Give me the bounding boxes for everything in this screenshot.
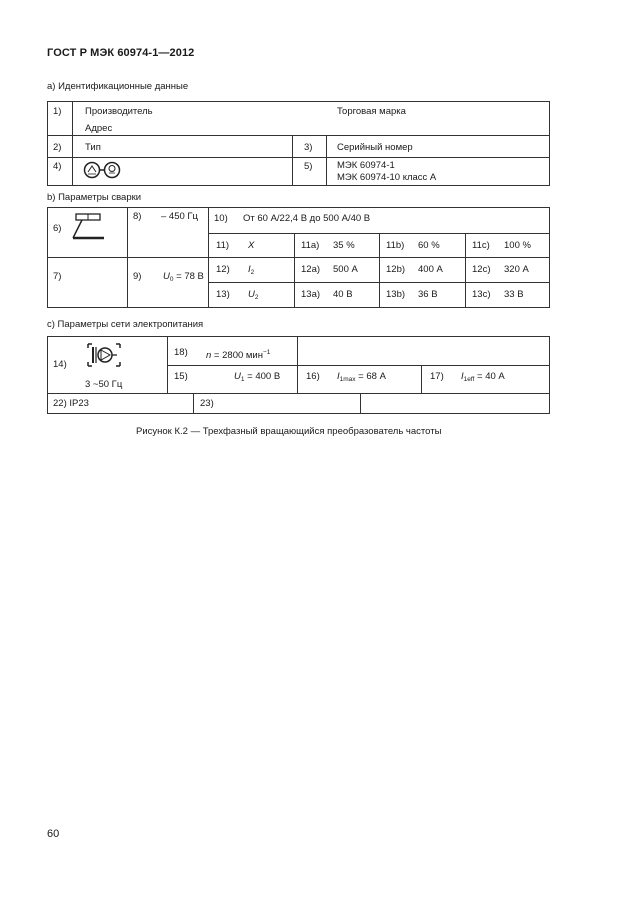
welding-parameters-table [47,207,550,308]
page-number: 60 [47,828,60,840]
voltage-c: 33 В [504,289,524,300]
welding-output-symbol-icon [70,213,106,243]
voltage-symbol: $U_2$ [248,289,259,301]
supply-voltage: $U_1 = 400$ В [234,371,281,383]
current-c: 320 А [504,264,529,275]
figure-caption: Рисунок К.2 — Трехфазный вращающийся преобразователь частоты [136,426,442,437]
manufacturer-label: Производитель [85,106,153,117]
cell-13c-num: 13c) [472,289,491,300]
document-header: ГОСТ Р МЭК 60974-1—2012 [47,47,195,59]
rotating-converter-symbol-icon [86,341,122,369]
cell-23-num: 23) [200,398,214,409]
cell-15-num: 15) [174,371,188,382]
welding-range: От 60 А/22,4 В до 500 А/40 В [243,213,371,224]
identification-table [47,101,550,186]
cell-12c-num: 12c) [472,264,491,275]
cell-10-num: 10) [214,213,228,224]
current-b: 400 А [418,264,443,275]
cell-14-num: 14) [53,359,67,370]
cell-17-num: 17) [430,371,444,382]
supply-frequency: 3 ~50 Гц [85,379,123,390]
cell-18-num: 18) [174,347,188,358]
row-1-num: 1) [53,106,62,117]
cell-8-num: 8) [133,211,142,222]
motor-generator-symbol-icon [82,159,122,181]
row-3-num: 3) [304,142,313,153]
cell-6-num: 6) [53,223,62,234]
cell-16-num: 16) [306,371,320,382]
cell-11b-num: 11b) [386,240,405,251]
duty-cycle-a: 35 % [333,240,355,251]
cell-7-num: 7) [53,271,62,282]
current-a: 500 А [333,264,358,275]
voltage-a: 40 В [333,289,353,300]
cell-11c-num: 11c) [472,240,490,251]
type-label: Тип [85,142,101,153]
duty-cycle-symbol: X [248,240,255,251]
cell-11a-num: 11a) [301,240,320,251]
current-symbol: $I_2$ [248,264,255,276]
row-4-num: 4) [53,161,62,172]
output-frequency: – 450 Гц [161,211,198,222]
cell-13b-num: 13b) [386,289,406,300]
address-label: Адрес [85,123,113,134]
section-c-label: c) Параметры сети электропитания [47,319,204,330]
supply-parameters-table [47,336,550,414]
effective-supply-current: $I_{1eff} = 40$ А [461,371,505,383]
duty-cycle-c: 100 % [504,240,531,251]
duty-cycle-b: 60 % [418,240,440,251]
serial-number-label: Серийный номер [337,142,413,153]
cell-12a-num: 12a) [301,264,321,275]
standard-line-1: МЭК 60974-1 [337,160,395,171]
standard-line-2: МЭК 60974-10 класс А [337,172,437,183]
cell-12-num: 12) [216,264,230,275]
cell-9-num: 9) [133,271,142,282]
max-supply-current: $I_{1max} = 68$ А [337,371,386,383]
section-b-label: b) Параметры сварки [47,192,142,203]
section-a-label: a) Идентификационные данные [47,81,189,92]
cell-11-num: 11) [216,240,230,251]
cell-22-protection: 22) IP23 [53,398,89,409]
cell-13a-num: 13a) [301,289,321,300]
no-load-voltage: $U_0 = 78$ В [163,271,204,283]
voltage-b: 36 В [418,289,438,300]
row-2-num: 2) [53,142,62,153]
rotation-speed: n = 2800 мин$^{-1}$ [206,349,271,361]
row-5-num: 5) [304,161,313,172]
cell-12b-num: 12b) [386,264,406,275]
cell-13-num: 13) [216,289,230,300]
trademark-label: Торговая марка [337,106,406,117]
